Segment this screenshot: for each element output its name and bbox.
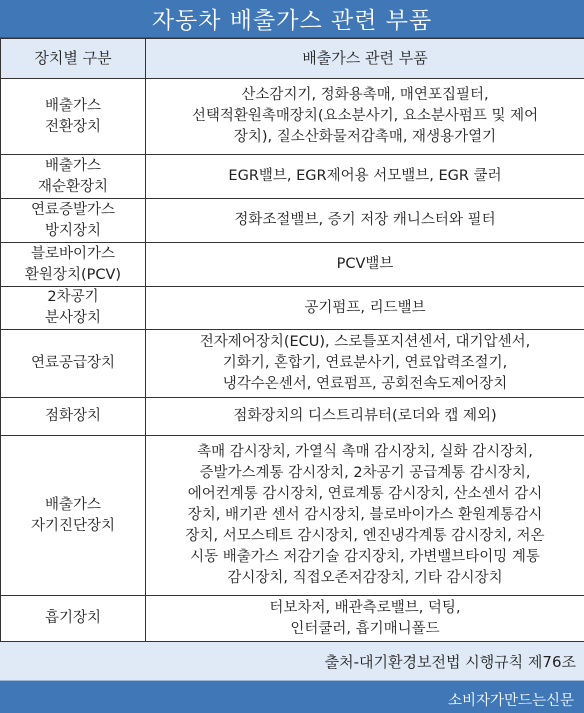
category-cell	[1, 330, 146, 398]
category-line: 분사장치	[44, 310, 102, 326]
parts-cell	[146, 79, 584, 155]
category-line: 방지장치	[44, 222, 102, 239]
category-line: 환원장치(PCV)	[24, 266, 122, 283]
parts-cell	[146, 596, 584, 642]
parts-line: 장치), 질소산화물저감촉매, 재생용가열기	[233, 129, 497, 145]
parts-line: 전자제어장치(ECU), 스로틀포지션센서, 대기압센서,	[199, 334, 531, 350]
table-row	[1, 199, 584, 243]
parts-line: PCV밸브	[336, 256, 394, 272]
category-line: 배출가스	[44, 157, 102, 174]
parts-line: 정화조절밸브, 증기 저장 캐니스터와 필터	[234, 212, 496, 228]
parts-line: 장치, 배기관 센서 감시장치, 블로바이가스 환원계통감시	[187, 507, 543, 523]
table-row	[1, 436, 584, 596]
category-cell	[1, 79, 146, 155]
table-row	[1, 330, 584, 398]
table-row	[1, 596, 584, 642]
category-line: 배출가스	[44, 97, 102, 114]
parts-line: 시동 배출가스 저감기술 감지장치, 가변밸브타이밍 계통	[190, 549, 540, 565]
parts-line: 선택적환원촉매장치(요소분사기, 요소분사펌프 및 제어	[191, 108, 539, 124]
parts-cell	[146, 287, 584, 330]
table-row	[1, 155, 584, 199]
parts-cell	[146, 398, 584, 436]
parts-table	[0, 38, 584, 642]
category-cell	[1, 155, 146, 199]
parts-line: 공기펌프, 리드밸브	[304, 299, 426, 316]
parts-line: 에어컨계통 감시장치, 연료계통 감시장치, 산소센서 감시	[187, 486, 543, 502]
category-line: 흡기장치	[44, 610, 102, 626]
category-cell	[1, 287, 146, 330]
header-category: 장치별 구분	[1, 39, 146, 79]
publisher-brand: 소비자가만드는신문	[0, 681, 584, 713]
parts-cell	[146, 243, 584, 287]
category-line: 전환장치	[44, 118, 102, 135]
parts-line: 산소감지기, 정화용촉매, 매연포집필터,	[241, 87, 489, 103]
table-header-row	[1, 39, 584, 79]
parts-line: 터보차저, 배관측로밸브, 덕팅,	[269, 599, 461, 616]
category-cell	[1, 199, 146, 243]
category-cell	[1, 596, 146, 642]
category-line: 2차공기	[47, 289, 99, 305]
category-line: 재순환장치	[37, 178, 109, 195]
category-cell	[1, 436, 146, 596]
page-title: 자동차 배출가스 관련 부품	[0, 0, 584, 38]
table-row	[1, 243, 584, 287]
table-row	[1, 398, 584, 436]
header-parts: 배출가스 관련 부품	[146, 39, 584, 79]
parts-cell	[146, 199, 584, 243]
table-row	[1, 287, 584, 330]
parts-line: 장치, 서모스테트 감시장치, 엔진냉각계통 감시장치, 저온	[185, 528, 545, 544]
parts-line: 점화장치의 디스트리뷰터(로더와 캡 제외)	[233, 408, 497, 424]
parts-line: 기화기, 혼합기, 연료분사기, 연료압력조절기,	[222, 355, 508, 371]
parts-cell	[146, 330, 584, 398]
category-line: 배출가스	[44, 496, 102, 513]
category-line: 연료증발가스	[30, 201, 116, 218]
parts-line: 인터쿨러, 흡기매니폴드	[290, 620, 440, 637]
category-line: 블로바이가스	[30, 245, 116, 262]
table-row	[1, 79, 584, 155]
parts-line: 감시장치, 직접오존저감장치, 기타 감시장치	[227, 570, 503, 586]
parts-line: EGR밸브, EGR제어용 서모밸브, EGR 쿨러	[228, 168, 502, 184]
parts-line: 촉매 감시장치, 가열식 촉매 감시장치, 실화 감시장치,	[197, 444, 533, 460]
category-line: 점화장치	[44, 408, 102, 424]
category-line: 연료공급장치	[30, 355, 116, 371]
category-line: 자기진단장치	[30, 517, 116, 534]
category-cell	[1, 398, 146, 436]
parts-cell	[146, 155, 584, 199]
source-note: 출처-대기환경보전법 시행규칙 제76조	[0, 642, 584, 681]
category-cell	[1, 243, 146, 287]
parts-cell	[146, 436, 584, 596]
parts-line: 증발가스계통 감시장치, 2차공기 공급계통 감시장치,	[199, 465, 531, 481]
parts-line: 냉각수온센서, 연료펌프, 공회전속도제어장치	[222, 376, 508, 392]
